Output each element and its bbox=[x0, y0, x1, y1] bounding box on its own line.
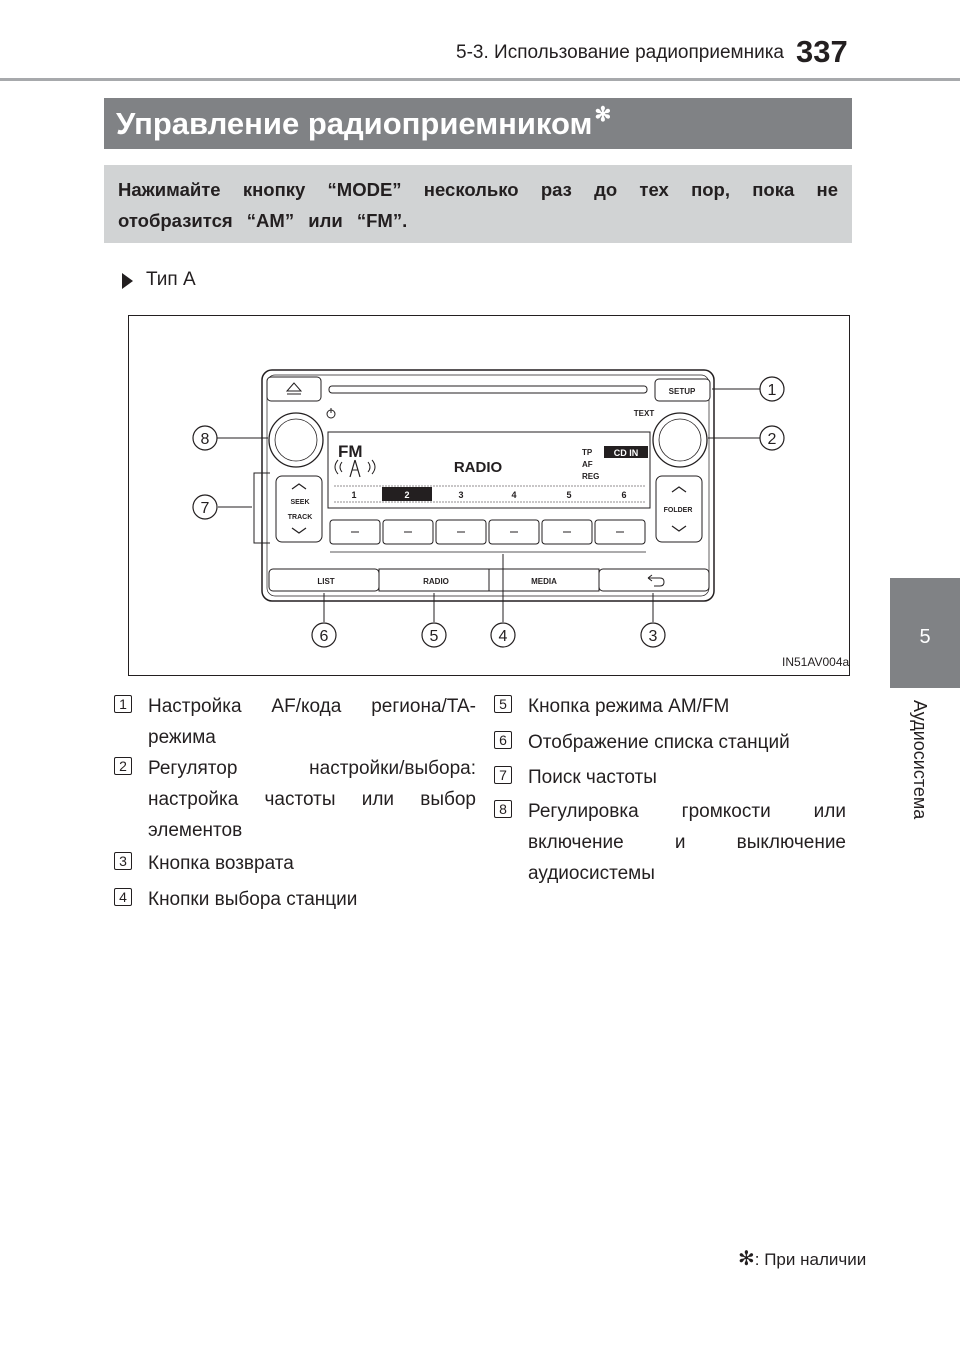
chapter-label: 5-3. Использование радиоприемника bbox=[456, 42, 784, 63]
legend-number: 1 bbox=[114, 695, 132, 713]
page-number: 337 bbox=[796, 34, 848, 69]
display-band: FM bbox=[338, 442, 363, 461]
callout-label-2: 2 bbox=[767, 431, 777, 448]
callout-label-7: 7 bbox=[200, 500, 210, 517]
setup-label: SETUP bbox=[668, 387, 696, 396]
display-indicator-af: AF bbox=[582, 460, 593, 469]
legend-number: 8 bbox=[494, 800, 512, 818]
preset-label-4: 4 bbox=[511, 490, 517, 500]
legend-text: Кнопка возврата bbox=[148, 853, 294, 874]
callout-label-8: 8 bbox=[200, 431, 210, 448]
footnote bbox=[738, 1246, 866, 1271]
display-source: RADIO bbox=[453, 459, 503, 476]
folder-label: FOLDER bbox=[663, 507, 693, 514]
instruction-text: Нажимайте кнопку “MODE” несколько раз до тех пор, пока не отобразится “AM” или “FM”. bbox=[118, 179, 838, 231]
legend-text: Кнопка режима AM/FM bbox=[528, 696, 730, 717]
radio-label: RADIO bbox=[423, 577, 449, 586]
legend-number: 5 bbox=[494, 695, 512, 713]
preset-label-3: 3 bbox=[458, 490, 464, 500]
legend-text: Поиск частоты bbox=[528, 767, 657, 788]
preset-label-2: 2 bbox=[404, 490, 410, 500]
track-label: TRACK bbox=[287, 514, 313, 521]
legend-text: Регулятор настройки/выбора: настройка частоты или выбор элементов bbox=[148, 758, 476, 841]
legend-number: 4 bbox=[114, 888, 132, 906]
seek-track-button bbox=[276, 476, 322, 542]
legend-text: Настройка AF/кода региона/TA-режима bbox=[148, 696, 476, 748]
type-label: Тип A bbox=[146, 269, 196, 290]
footnote-text: : При наличии bbox=[754, 1250, 867, 1269]
legend-number: 6 bbox=[494, 731, 512, 749]
legend-text: Отображение списка станций bbox=[528, 732, 790, 753]
media-label: MEDIA bbox=[531, 577, 557, 586]
display-indicator-tp: TP bbox=[582, 448, 593, 457]
preset-label-1: 1 bbox=[351, 490, 357, 500]
back-button bbox=[599, 569, 709, 591]
section-title bbox=[116, 106, 611, 142]
preset-label-6: 6 bbox=[621, 490, 627, 500]
side-tab-label: Аудиосистема bbox=[910, 700, 930, 820]
legend-text: Регулировка громкости или включение и выключение аудиосистемы bbox=[528, 801, 846, 884]
legend-number: 7 bbox=[494, 766, 512, 784]
callout-label-4: 4 bbox=[498, 628, 508, 645]
availability-mark: ✻ bbox=[594, 104, 612, 126]
callout-label-6: 6 bbox=[319, 628, 329, 645]
section-title-text: Управление радиоприемником bbox=[116, 106, 593, 141]
cd-slot bbox=[329, 386, 647, 393]
list-label: LIST bbox=[317, 577, 335, 586]
footnote-mark: ✻ bbox=[738, 1248, 755, 1270]
radio-unit-figure bbox=[129, 316, 849, 674]
cd-in-label: CD IN bbox=[613, 448, 639, 458]
preset-label-5: 5 bbox=[566, 490, 572, 500]
legend-number: 3 bbox=[114, 852, 132, 870]
figure-code: IN51AV004a bbox=[782, 655, 850, 669]
callout-label-5: 5 bbox=[429, 628, 439, 645]
text-label: TEXT bbox=[633, 409, 655, 418]
callout-label-1: 1 bbox=[767, 382, 777, 399]
legend-number: 2 bbox=[114, 757, 132, 775]
side-tab-number: 5 bbox=[919, 626, 931, 648]
display-indicator-reg: REG bbox=[582, 472, 600, 481]
eject-button bbox=[267, 377, 321, 401]
seek-label: SEEK bbox=[290, 499, 310, 506]
callout-label-3: 3 bbox=[648, 628, 658, 645]
header-rule bbox=[0, 78, 960, 81]
legend-text: Кнопки выбора станции bbox=[148, 889, 358, 910]
type-arrow-icon bbox=[122, 273, 133, 289]
